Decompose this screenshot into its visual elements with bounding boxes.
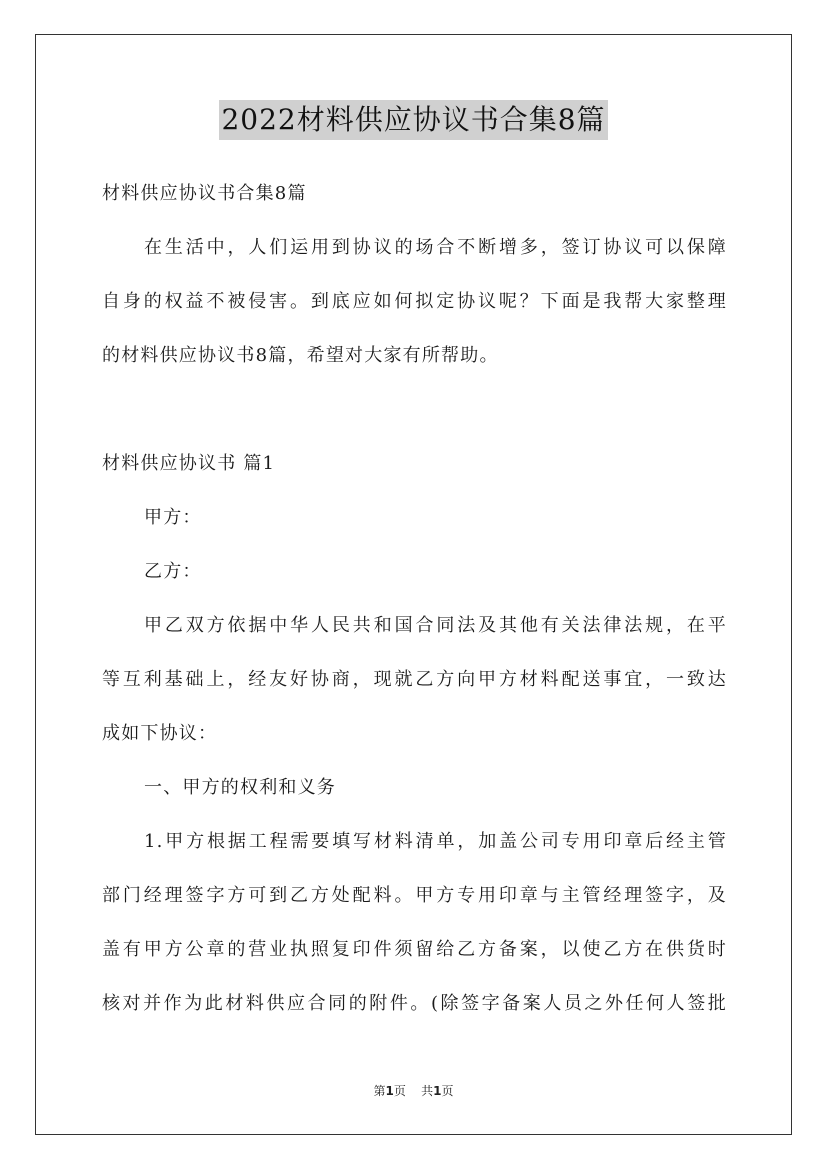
page-number: 1 [385, 1084, 394, 1098]
party-b-label: 乙方： [144, 561, 202, 582]
preamble-line-1: 甲乙双方依据中华人民共和国合同法及其他有关法律法规，在平 [144, 615, 727, 636]
intro-line-1: 在生活中，人们运用到协议的场合不断增多，签订协议可以保障 [144, 237, 727, 258]
section-heading: 材料供应协议书 篇1 [102, 453, 276, 474]
total-pages: 1 [433, 1084, 442, 1098]
clause-1-line-4: 核对并作为此材料供应合同的附件。(除签字备案人员之外任何人签批 [102, 993, 727, 1014]
clause-heading: 一、甲方的权利和义务 [144, 777, 336, 798]
party-a-label: 甲方： [144, 507, 202, 528]
page-prefix: 第 [373, 1084, 386, 1098]
document-subtitle: 材料供应协议书合集8篇 [102, 183, 307, 204]
intro-line-3: 的材料供应协议书8篇，希望对大家有所帮助。 [102, 345, 499, 366]
total-suffix: 页 [441, 1084, 454, 1098]
preamble-line-2: 等互利基础上，经友好协商，现就乙方向甲方材料配送事宜，一致达 [102, 669, 727, 690]
page-footer [0, 1083, 827, 1099]
clause-1-line-2: 部门经理签字方可到乙方处配料。甲方专用印章与主管经理签字，及 [102, 885, 727, 906]
total-prefix: 共 [421, 1084, 434, 1098]
page-suffix: 页 [393, 1084, 406, 1098]
preamble-line-3: 成如下协议： [102, 723, 218, 744]
document-title: 2022材料供应协议书合集8篇 [219, 100, 607, 140]
clause-1-line-1: 1.甲方根据工程需要填写材料清单，加盖公司专用印章后经主管 [144, 831, 727, 852]
title-container [0, 100, 827, 140]
intro-line-2: 自身的权益不被侵害。到底应如何拟定协议呢？下面是我帮大家整理 [102, 291, 727, 312]
clause-1-line-3: 盖有甲方公章的营业执照复印件须留给乙方备案，以使乙方在供货时 [102, 939, 727, 960]
